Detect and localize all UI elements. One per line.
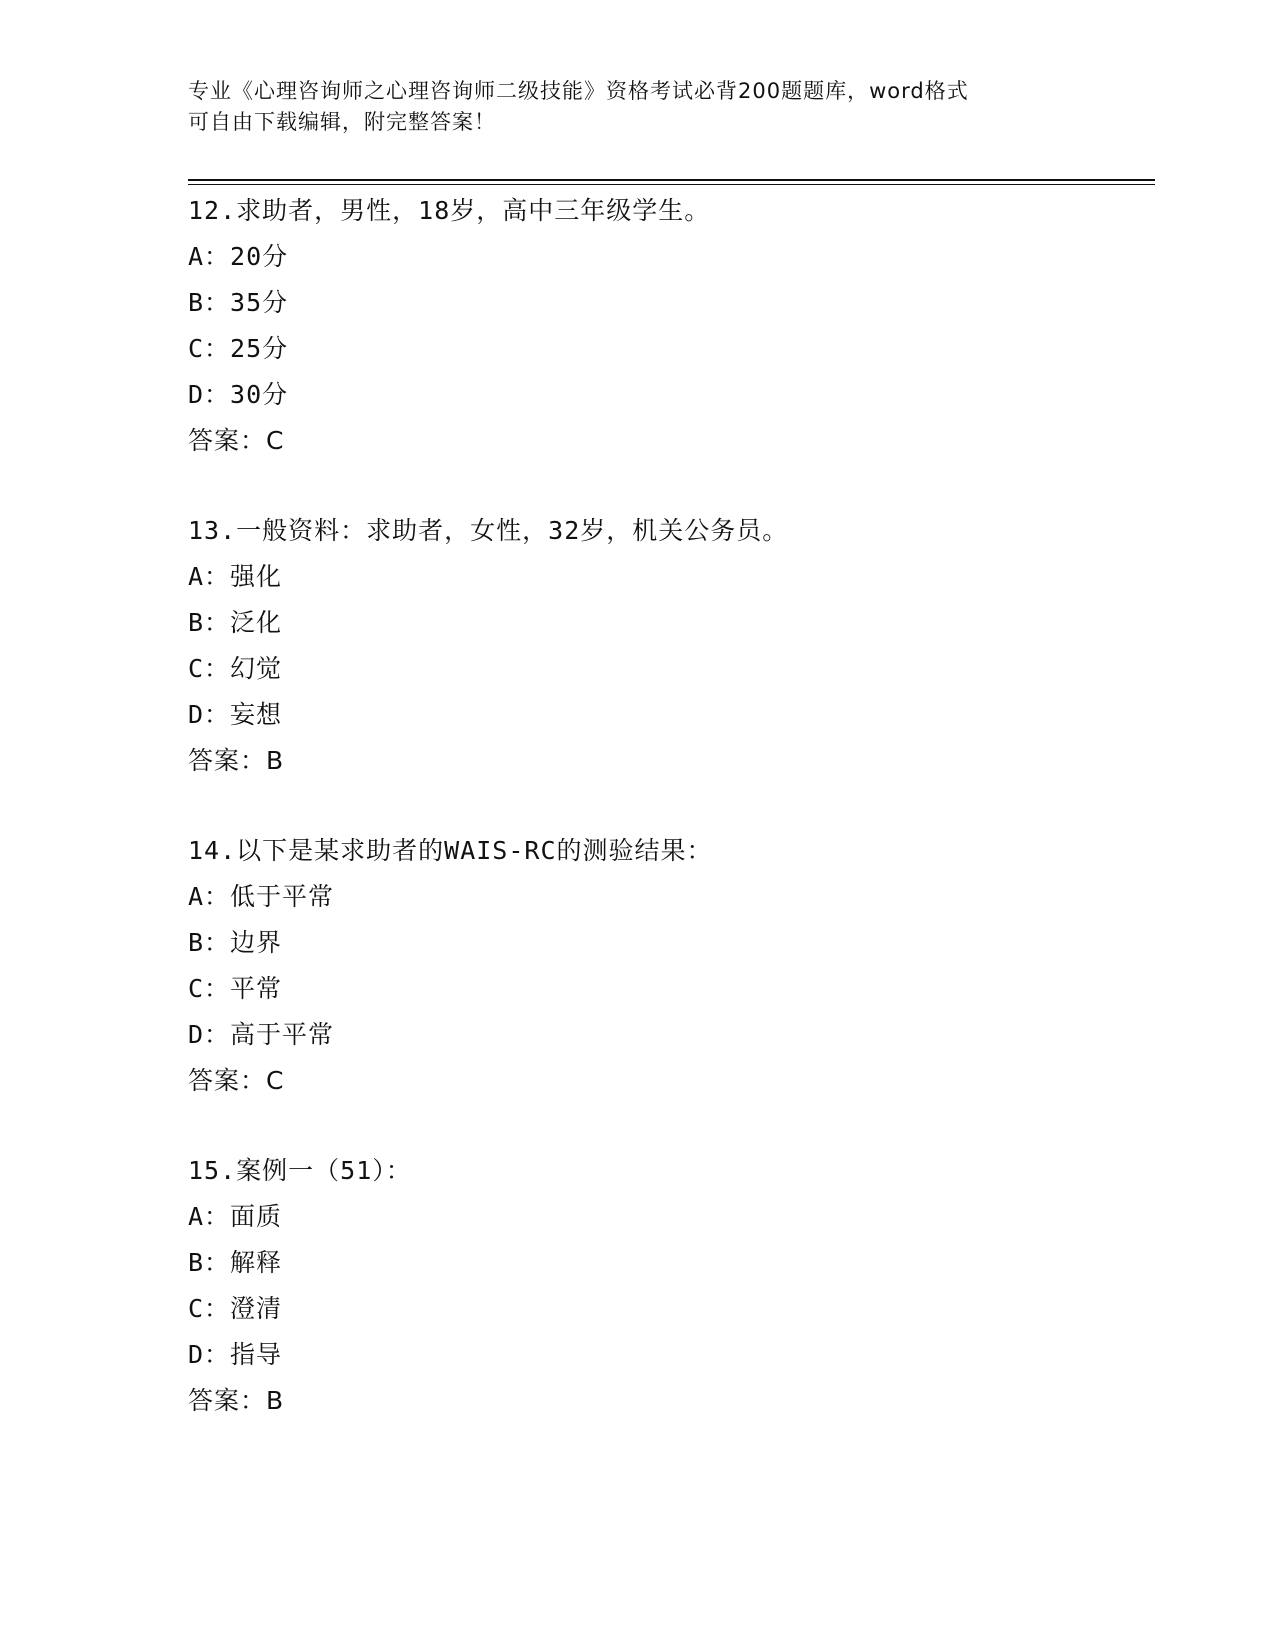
question-14: [188, 828, 1148, 1148]
option-b: B：解释: [188, 1248, 283, 1277]
option-c: C：澄清: [188, 1294, 283, 1323]
header-line-1: 专业《心理咨询师之心理咨询师二级技能》资格考试必背200题题库，word格式: [188, 79, 969, 103]
option-a: A：低于平常: [188, 882, 335, 911]
option-c: C：25分: [188, 334, 289, 363]
question-15: [188, 1148, 1148, 1468]
answer-key: 答案：C: [188, 1066, 285, 1095]
option-a: A：强化: [188, 562, 283, 591]
option-d: D：指导: [188, 1340, 283, 1369]
question-12: [188, 188, 1148, 508]
header-divider-thick: [188, 179, 1155, 181]
document-header: [188, 76, 1068, 138]
option-c: C：幻觉: [188, 654, 283, 683]
question-list: [188, 188, 1148, 1468]
option-d: D：高于平常: [188, 1020, 335, 1049]
option-c: C：平常: [188, 974, 283, 1003]
question-13: [188, 508, 1148, 828]
header-line-2: 可自由下载编辑，附完整答案！: [188, 110, 496, 134]
option-a: A：20分: [188, 242, 289, 271]
answer-key: 答案：B: [188, 746, 285, 775]
option-d: D：30分: [188, 380, 289, 409]
option-a: A：面质: [188, 1202, 283, 1231]
question-stem: 15.案例一（51）：: [188, 1156, 412, 1185]
answer-key: 答案：B: [188, 1386, 285, 1415]
option-d: D：妄想: [188, 700, 283, 729]
question-stem: 12.求助者，男性，18岁，高中三年级学生。: [188, 196, 711, 225]
question-stem: 14.以下是某求助者的WAIS-RC的测验结果：: [188, 836, 713, 865]
question-stem: 13.一般资料：求助者，女性，32岁，机关公务员。: [188, 516, 789, 545]
answer-key: 答案：C: [188, 426, 285, 455]
header-divider-thin: [188, 184, 1155, 185]
option-b: B：泛化: [188, 608, 283, 637]
option-b: B：边界: [188, 928, 283, 957]
option-b: B：35分: [188, 288, 289, 317]
